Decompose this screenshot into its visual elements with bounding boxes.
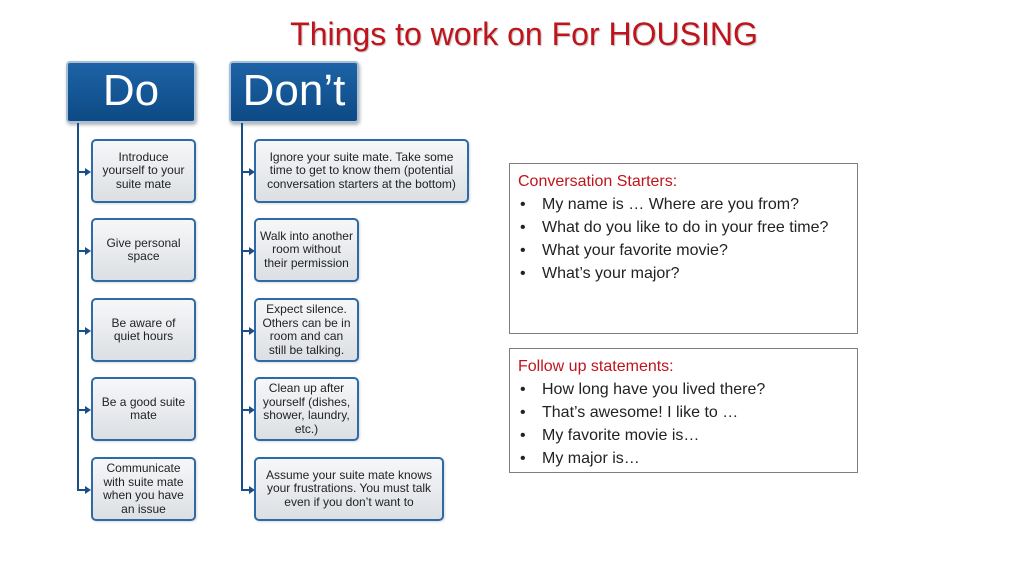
list-item: • My favorite movie is… (518, 424, 849, 447)
page-title: Things to work on For HOUSING (290, 16, 758, 52)
dont-connector-trunk (241, 123, 243, 490)
follow-up-heading: Follow up statements: (518, 358, 674, 375)
do-connector (77, 330, 85, 332)
dont-item-box: Walk into another room without their permission (254, 218, 359, 282)
do-header: Do (66, 61, 196, 123)
do-connector (77, 171, 85, 173)
conversation-starters-list (518, 193, 849, 285)
conversation-starters-panel (509, 163, 858, 334)
do-item-box: Be aware of quiet hours (91, 298, 196, 362)
dont-connector (241, 489, 249, 491)
dont-header: Don’t (229, 61, 359, 123)
do-connector (77, 489, 85, 491)
do-item-box: Communicate with suite mate when you have an issue (91, 457, 196, 521)
do-connector (77, 250, 85, 252)
dont-item-box: Ignore your suite mate. Take some time to get to know them (potential conversation starters at the bottom) (254, 139, 469, 203)
list-item: • What’s your major? (518, 262, 849, 285)
dont-connector (241, 250, 249, 252)
do-connector-trunk (77, 123, 79, 490)
dont-connector (241, 330, 249, 332)
do-item-box: Be a good suite mate (91, 377, 196, 441)
dont-item-box: Expect silence. Others can be in room and can still be talking. (254, 298, 359, 362)
list-item: • How long have you lived there? (518, 378, 849, 401)
dont-connector (241, 409, 249, 411)
follow-up-list (518, 378, 849, 470)
list-item: • My name is … Where are you from? (518, 193, 849, 216)
dont-item-box: Assume your suite mate knows your frustrations. You must talk even if you don’t want to (254, 457, 444, 521)
do-connector (77, 409, 85, 411)
follow-up-panel (509, 348, 858, 473)
do-item-box: Introduce yourself to your suite mate (91, 139, 196, 203)
dont-connector (241, 171, 249, 173)
list-item: • My major is… (518, 447, 849, 470)
list-item: • That’s awesome! I like to … (518, 401, 849, 424)
list-item: • What your favorite movie? (518, 239, 849, 262)
dont-item-box: Clean up after yourself (dishes, shower, laundry, etc.) (254, 377, 359, 441)
do-item-box: Give personal space (91, 218, 196, 282)
list-item: • What do you like to do in your free time? (518, 216, 849, 239)
conversation-starters-heading: Conversation Starters: (518, 173, 678, 190)
